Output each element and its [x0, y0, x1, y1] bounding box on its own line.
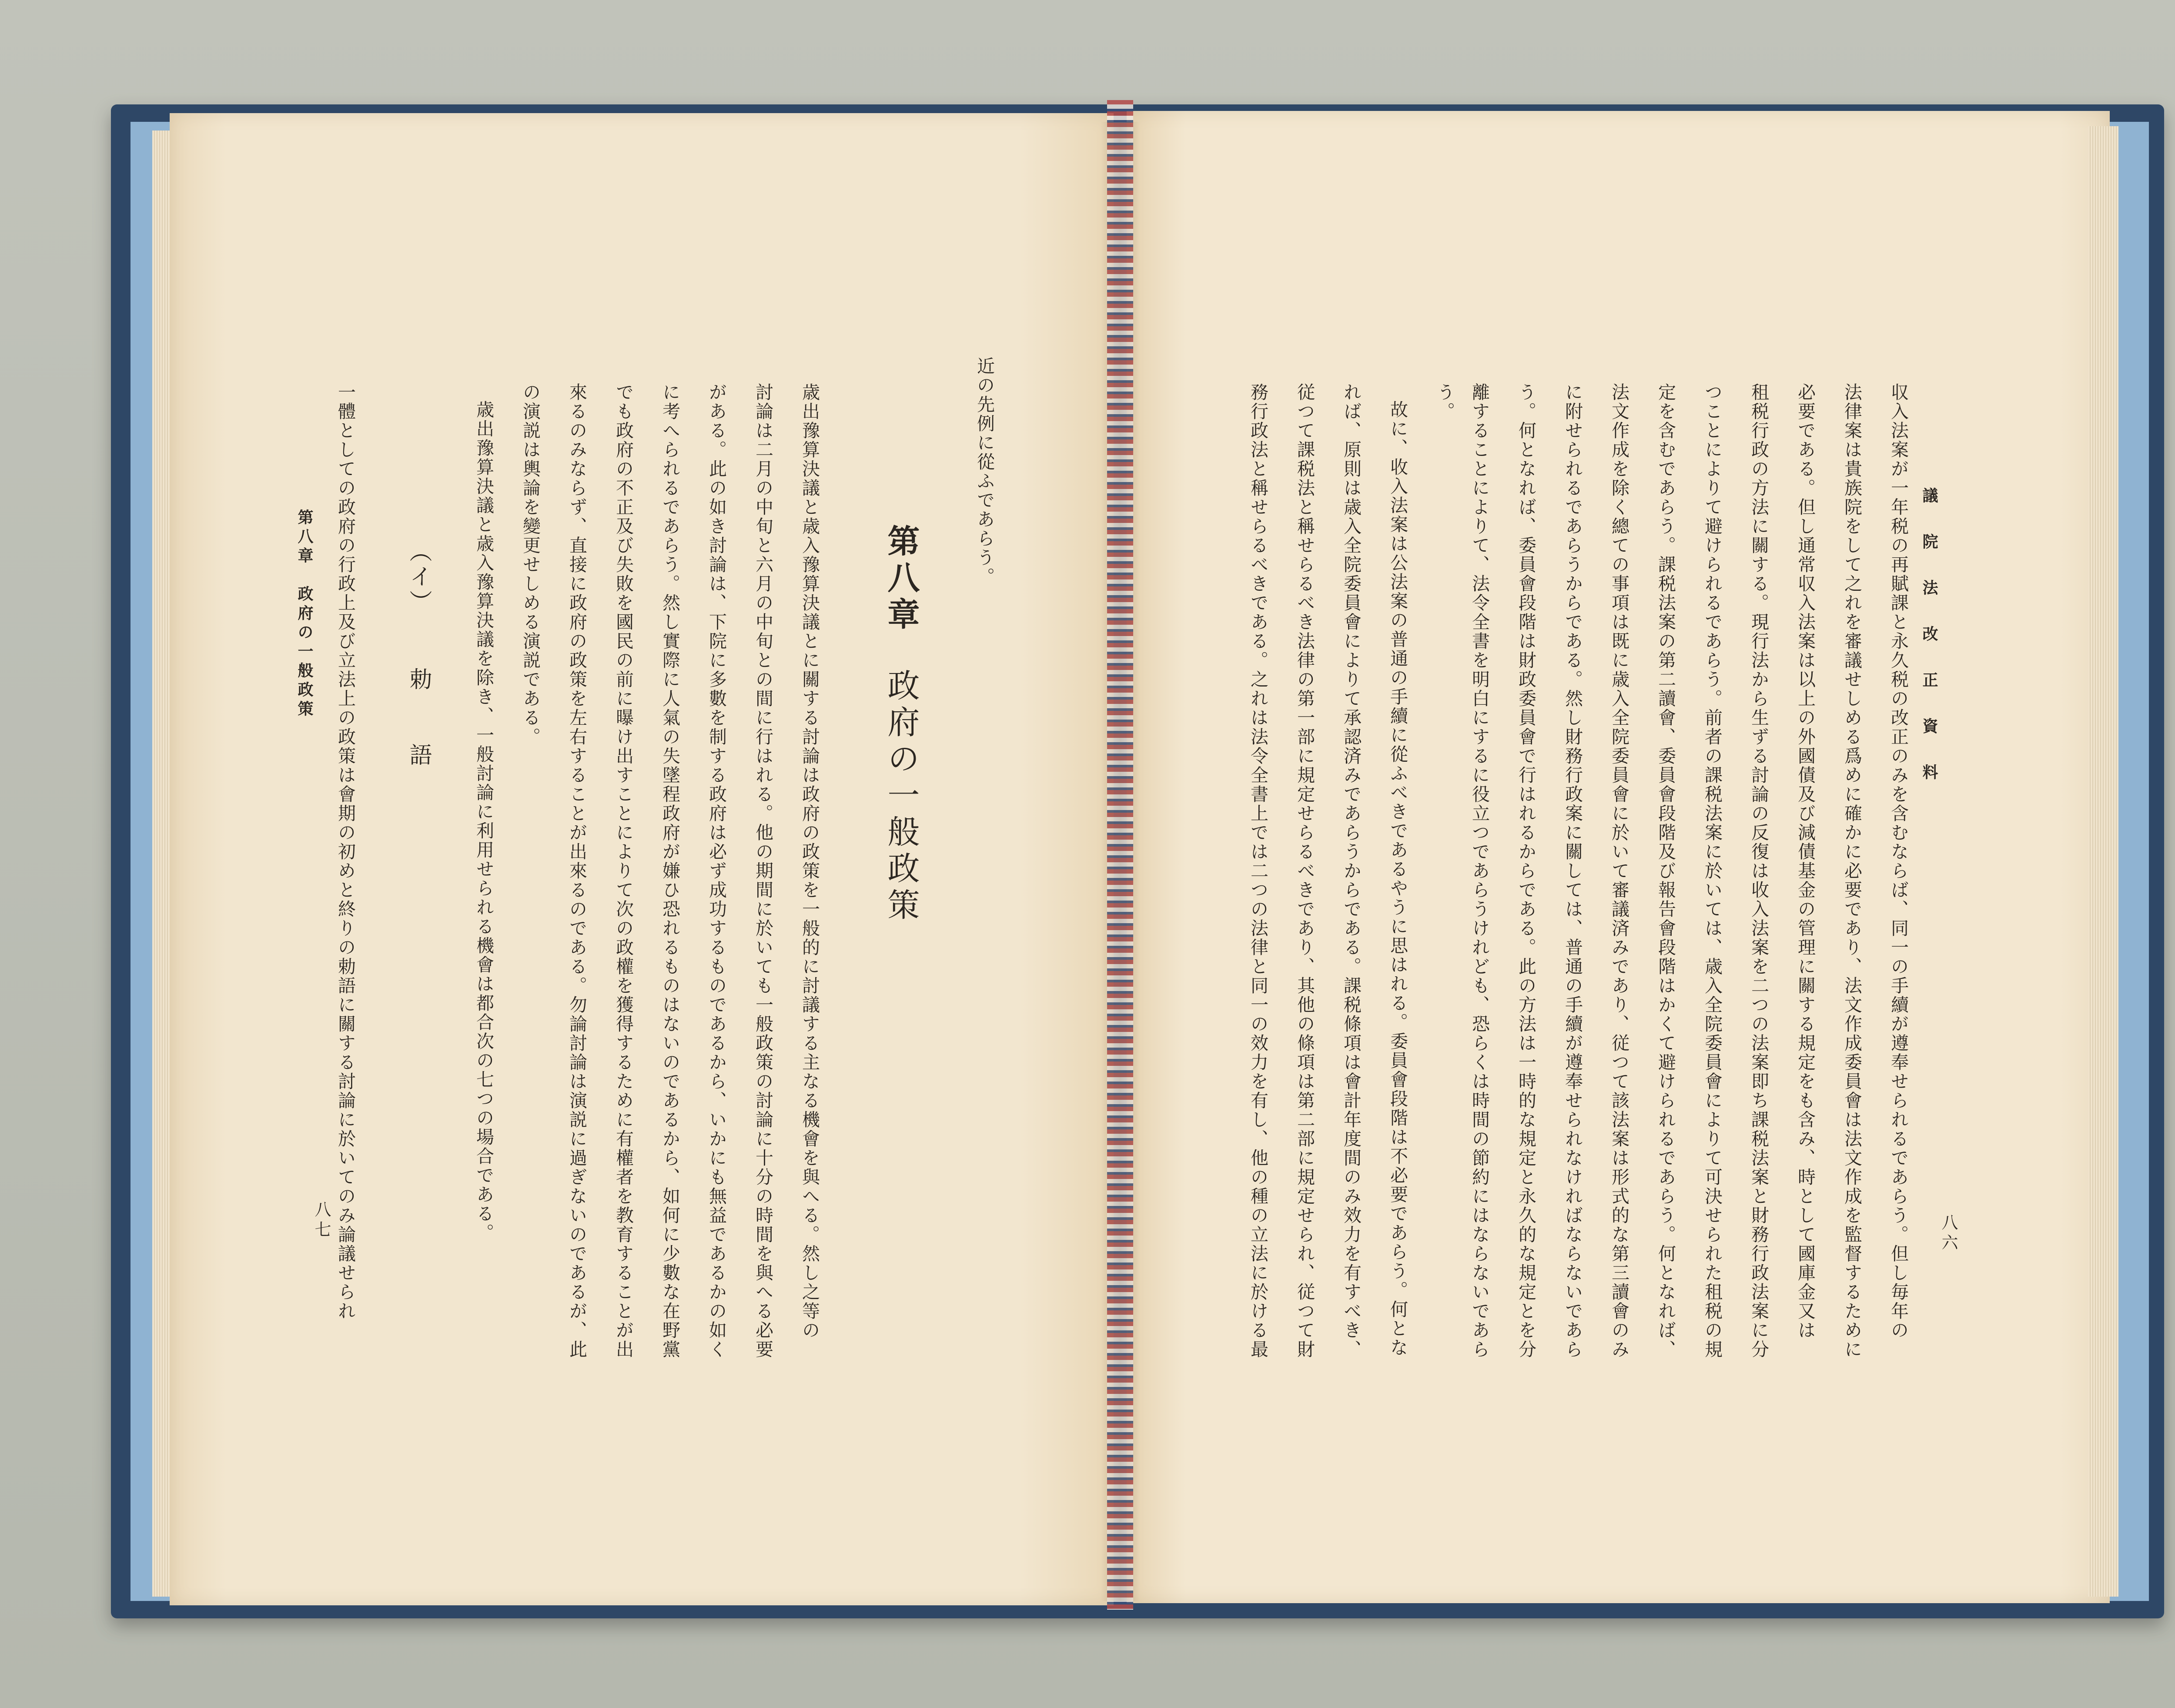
text-line: 従つて課税法と稱せらるべき法律の第一部に規定せらるべきであり、其他の條項は第二部に規定せられ、従つて財: [1294, 383, 1315, 1359]
subheading-title: 勅 語: [405, 667, 432, 768]
text-line: つことによりて避けられるであらう。前者の課税法案に於いては、歳入全院委員會によりて可決せられた租税の規: [1702, 383, 1723, 1359]
page-number-right: 八六: [1939, 1214, 1958, 1254]
text-line: に考へられるであらう。然し實際に人氣の失墜程政府が嫌ひ恐れるものはないのであるから、如何に少數な在野黨: [659, 383, 680, 1359]
text-line: 一體としての政府の行政上及び立法上の政策は會期の初めと終りの勅語に關する討論に於いてのみ論議せられ: [335, 383, 356, 1321]
running-foot: 第八章 政府の一般政策: [295, 509, 314, 720]
text-line: でも政府の不正及び失敗を國民の前に曝け出すことによりて次の政權を獲得するために有權者を教育することが出: [613, 383, 634, 1359]
chapter-title: 政府の一般政策: [882, 669, 920, 924]
text-line: 歳出豫算決議と歳入豫算決議を除き、一般討論に利用せられる機會は都合次の七つの場合である。: [473, 400, 494, 1242]
text-line: がある。此の如き討論は、下院に多數を制する政府は必ず成功するものであるから、いかにも無益であるかの如く: [706, 383, 727, 1359]
subheading: [402, 539, 435, 768]
subheading-marker: （イ）: [405, 539, 432, 615]
chapter-number: 第八章: [882, 524, 920, 634]
chapter-heading: [883, 524, 918, 924]
text-line: う。: [1434, 383, 1455, 421]
running-head: 議 院 法 改 正 資 料: [1920, 487, 1938, 786]
text-line: 來るのみならず、直接に政府の政策を左右することが出來るのである。勿論討論は演説に過ぎないのであるが、此: [566, 383, 587, 1359]
text-line: に附せられるであらうからである。然し財務行政案に關しては、普通の手續が遵奉せられなければならないであら: [1562, 383, 1583, 1359]
page-edges-right: [2088, 126, 2118, 1597]
text-line: 法文作成を除く總ての事項は既に歳入全院委員會に於いて審議済みであり、従つて該法案は形式的な第三讀會のみ: [1609, 383, 1630, 1359]
page-number-left: 八七: [312, 1201, 331, 1241]
text-line: れば、原則は歳入全院委員會によりて承認済みであらうからである。課税條項は會計年度間のみ效力を有すべき、: [1341, 383, 1362, 1359]
left-page: [170, 113, 1114, 1605]
text-line: 法律案は貴族院をして之れを審議せしめる爲めに確かに必要であり、法文作成委員會は法文作成を監督するために: [1841, 383, 1862, 1359]
text-line: 収入法案が一年税の再賦課と永久税の改正のみを含むならば、同一の手續が遵奉せられるであらう。但し毎年の: [1888, 383, 1909, 1340]
gutter-shadow: [1101, 122, 1140, 1601]
text-line: う。何となれば、委員會段階は財政委員會で行はれるからである。此の方法は一時的な規定と永久的な規定とを分: [1516, 383, 1536, 1359]
text-line: 租税行政の方法に關する。現行法から生ずる討論の反復は收入法案を二つの法案即ち課税法案と財務行政法案に分: [1748, 383, 1769, 1359]
text-line: 歳出豫算決議と歳入豫算決議とに關する討論は政府の政策を一般的に討議する主なる機會を與へる。然し之等の: [799, 383, 820, 1340]
text-line: 必要である。但し通常収入法案は以上の外國債及び減債基金の管理に關する規定をも含み、時として國庫金又は: [1795, 383, 1816, 1340]
text-line: 務行政法と稱せらるべきである。之れは法令全書上では二つの法律と同一の效力を有し、他の種の立法に於ける最: [1248, 383, 1268, 1359]
text-line: 近の先例に從ふであらう。: [974, 357, 995, 586]
text-line: 討論は二月の中旬と六月の中旬との間に行はれる。他の期間に於いても一般政策の討論に十分の時間を與へる必要: [753, 383, 773, 1359]
text-line: 離することによりて、法令全書を明白にするに役立つであらうけれども、恐らくは時間の節約にはならないであら: [1469, 383, 1490, 1359]
text-line: の演説は輿論を變更せしめる演説である。: [520, 383, 541, 747]
text-line: 定を含むであらう。課税法案の第二讀會、委員會段階及び報告會段階はかくて避けられるであらう。何となれば、: [1655, 383, 1676, 1359]
text-line: 故に、收入法案は公法案の普通の手續に從ふべきであるやうに思はれる。委員會段階は不必要であらう。何とな: [1387, 400, 1408, 1357]
